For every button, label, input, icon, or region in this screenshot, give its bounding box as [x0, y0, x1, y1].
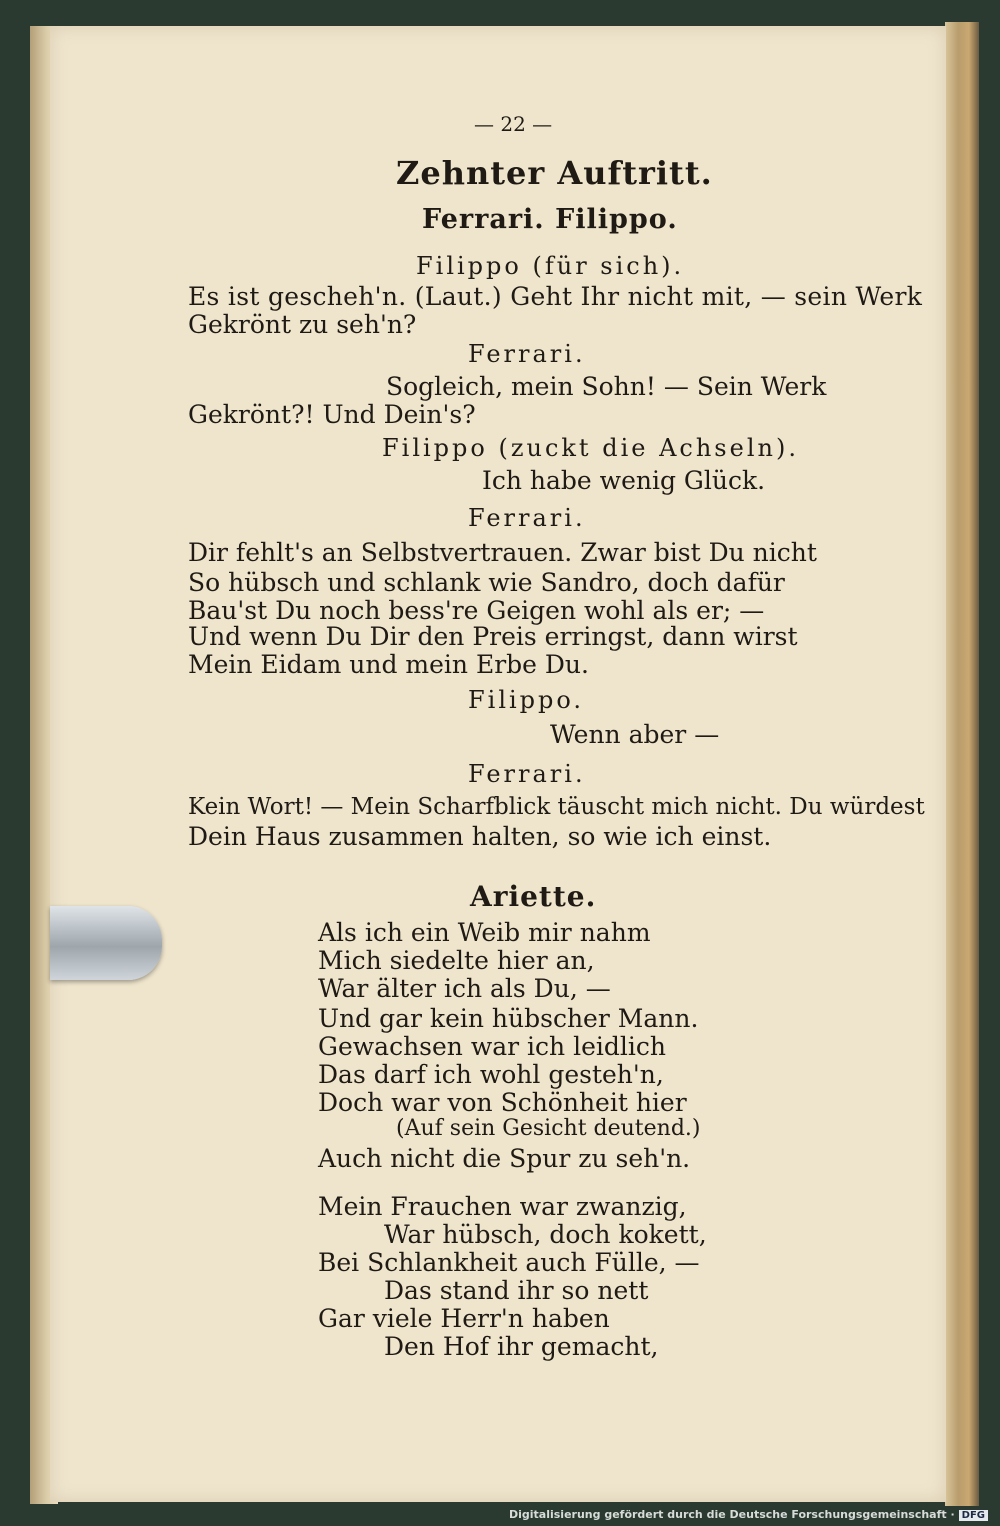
- speaker-name: Ferrari.: [468, 504, 586, 532]
- verse-line: Das stand ihr so nett: [384, 1276, 649, 1305]
- speaker-direction: Filippo (für sich).: [416, 252, 685, 280]
- dialogue-line: Mein Eidam und mein Erbe Du.: [188, 650, 589, 679]
- dialogue-line: Wenn aber —: [550, 720, 720, 749]
- verse-line: Doch war von Schönheit hier: [318, 1088, 687, 1117]
- dialogue-line: Es ist gescheh'n. (Laut.) Geht Ihr nicht mit, — sein Werk: [188, 282, 923, 311]
- verse-line: Gar viele Herr'n haben: [318, 1304, 610, 1333]
- dialogue-line: Gekrönt zu seh'n?: [188, 310, 417, 339]
- dialogue-line: Ich habe wenig Glück.: [482, 466, 766, 495]
- verse-line: Und gar kein hübscher Mann.: [318, 1004, 699, 1033]
- dialogue-line: So hübsch und schlank wie Sandro, doch dafür: [188, 568, 785, 597]
- book-page: [50, 26, 946, 1502]
- verse-line: Als ich ein Weib mir nahm: [318, 918, 651, 947]
- book-edge-right: [945, 22, 979, 1506]
- page-number: — 22 —: [474, 112, 553, 136]
- verse-line: Bei Schlankheit auch Fülle, —: [318, 1248, 700, 1277]
- stage-direction: (Auf sein Gesicht deutend.): [396, 1116, 701, 1141]
- dialogue-line: Dir fehlt's an Selbstvertrauen. Zwar bist Du nicht: [188, 538, 817, 567]
- credit-text: Digitalisierung gefördert durch die Deutsche Forschungsgemeinschaft ·: [508, 1508, 955, 1521]
- ariette-title: Ariette.: [470, 880, 597, 913]
- dialogue-line: Kein Wort! — Mein Scharfblick täuscht mich nicht. Du würdest: [188, 794, 925, 820]
- speaker-name: Ferrari.: [468, 760, 586, 788]
- verse-line: Das darf ich wohl gesteh'n,: [318, 1060, 664, 1089]
- speaker-name: Filippo.: [468, 686, 585, 714]
- speaker-direction: Filippo (zuckt die Achseln).: [382, 434, 799, 462]
- scene-title: Zehnter Auftritt.: [396, 154, 713, 192]
- verse-line: Auch nicht die Spur zu seh'n.: [318, 1144, 691, 1173]
- digitization-credit: [509, 1508, 988, 1521]
- verse-line: Mein Frauchen war zwanzig,: [318, 1192, 687, 1221]
- dialogue-line: Gekrönt?! Und Dein's?: [188, 400, 476, 429]
- verse-line: Mich siedelte hier an,: [318, 946, 595, 975]
- dialogue-line: Und wenn Du Dir den Preis erringst, dann wirst: [188, 622, 798, 651]
- dialogue-line: Sogleich, mein Sohn! — Sein Werk: [386, 372, 827, 401]
- page-clip: [50, 906, 162, 980]
- speaker-name: Ferrari.: [468, 340, 586, 368]
- verse-line: War hübsch, doch kokett,: [384, 1220, 707, 1249]
- dfg-logo: DFG: [959, 1510, 988, 1521]
- dialogue-line: Dein Haus zusammen halten, so wie ich einst.: [188, 822, 772, 851]
- verse-line: War älter ich als Du, —: [318, 974, 611, 1003]
- scene-characters: Ferrari. Filippo.: [422, 204, 678, 235]
- dialogue-line: Bau'st Du noch bess're Geigen wohl als er; —: [188, 596, 765, 625]
- verse-line: Gewachsen war ich leidlich: [318, 1032, 666, 1061]
- verse-line: Den Hof ihr gemacht,: [384, 1332, 659, 1361]
